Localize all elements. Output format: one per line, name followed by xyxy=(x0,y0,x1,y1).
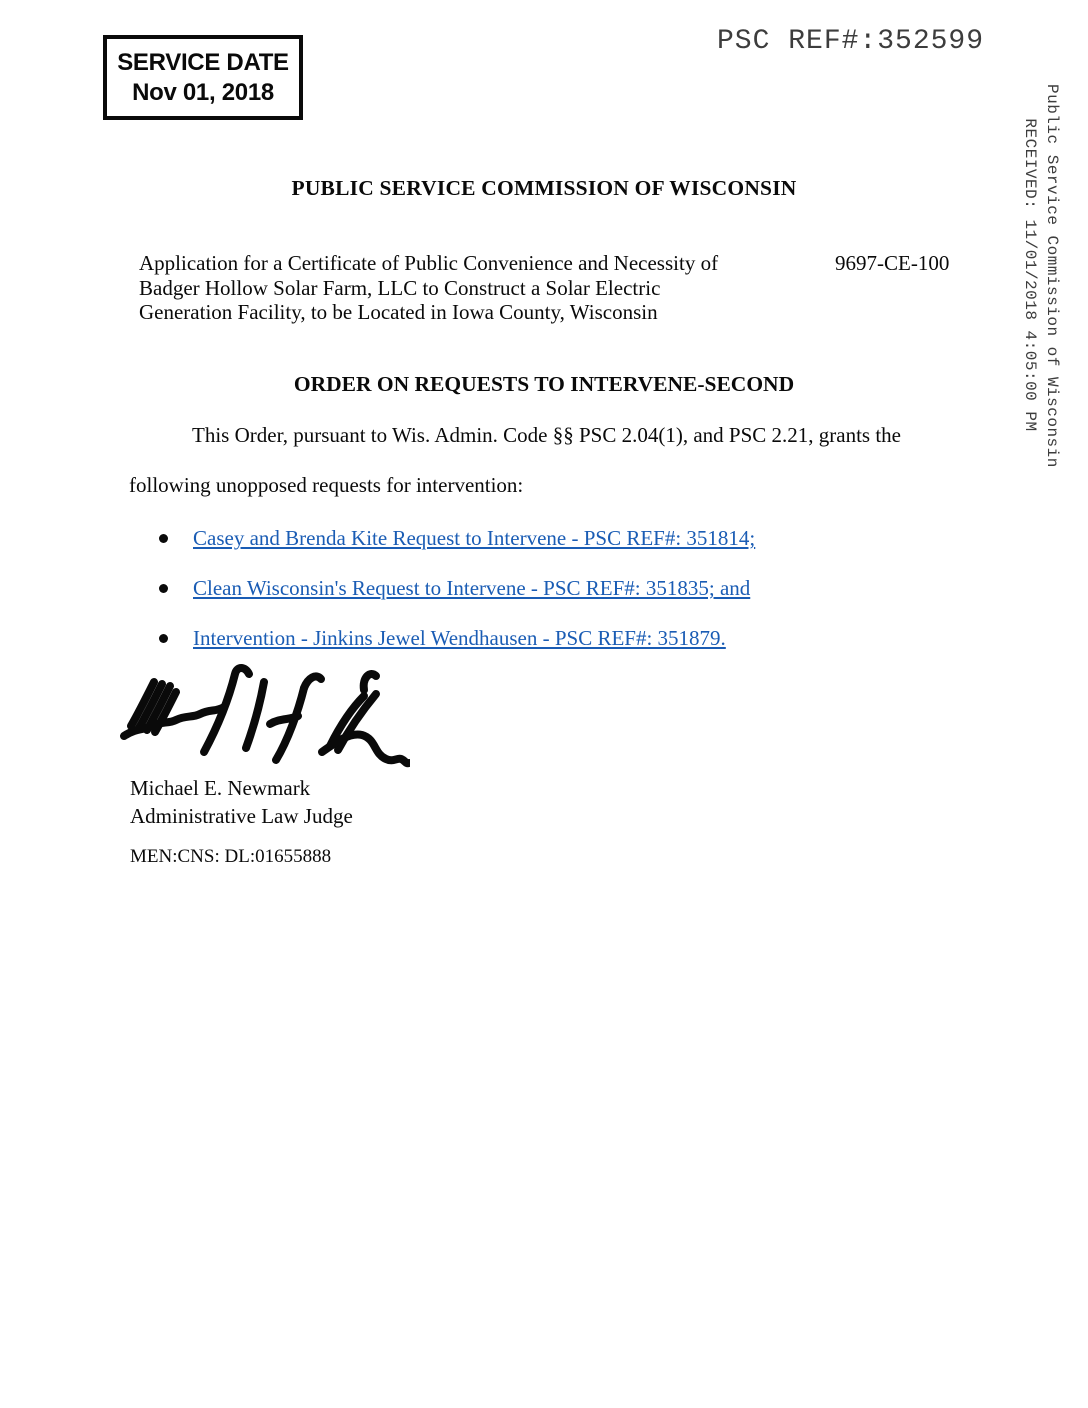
drafter-reference: MEN:CNS: DL:01655888 xyxy=(130,846,332,867)
caption-line: Generation Facility, to be Located in Iowa County, Wisconsin xyxy=(139,300,658,324)
service-date-label: SERVICE DATE xyxy=(117,48,289,76)
bullet-icon xyxy=(159,634,168,643)
received-timestamp-line: RECEIVED: 11/01/2018 4:05:00 PM xyxy=(1021,118,1039,432)
service-date-value: Nov 01, 2018 xyxy=(132,78,274,106)
signoff-block xyxy=(130,775,353,830)
intervene-link[interactable]: Casey and Brenda Kite Request to Intervene - PSC REF#: 351814; xyxy=(193,526,756,550)
document-title: PUBLIC SERVICE COMMISSION OF WISCONSIN xyxy=(291,176,797,200)
agency-name-line: Public Service Commission of Wisconsin xyxy=(1043,84,1061,468)
list-item xyxy=(159,526,755,551)
bullet-icon xyxy=(159,584,168,593)
received-stamp-vertical xyxy=(1019,84,1063,466)
service-date-stamp xyxy=(103,35,303,120)
caption-line: Badger Hollow Solar Farm, LLC to Construct a Solar Electric xyxy=(139,275,661,300)
body-paragraph-line: following unopposed requests for intervention: xyxy=(129,473,524,497)
signoff-role: Administrative Law Judge xyxy=(130,803,353,828)
body-paragraph-line: This Order, pursuant to Wis. Admin. Code §§ PSC 2.04(1), and PSC 2.21, grants the xyxy=(192,423,901,447)
docket-number: 9697-CE-100 xyxy=(835,251,950,275)
list-item xyxy=(159,626,726,651)
list-item xyxy=(159,576,750,601)
case-caption xyxy=(139,251,779,325)
intervene-link[interactable]: Intervention - Jinkins Jewel Wendhausen - PSC REF#: 351879. xyxy=(193,626,726,650)
intervene-link[interactable]: Clean Wisconsin's Request to Intervene - PSC REF#: 351835; and xyxy=(193,576,751,600)
psc-ref-number: PSC REF#:352599 xyxy=(717,26,985,57)
order-heading: ORDER ON REQUESTS TO INTERVENE-SECOND xyxy=(293,372,795,396)
bullet-icon xyxy=(159,534,168,543)
caption-line: Application for a Certificate of Public Convenience and Necessity of xyxy=(139,251,719,275)
signoff-name: Michael E. Newmark xyxy=(130,776,311,800)
signature-image xyxy=(118,660,410,772)
